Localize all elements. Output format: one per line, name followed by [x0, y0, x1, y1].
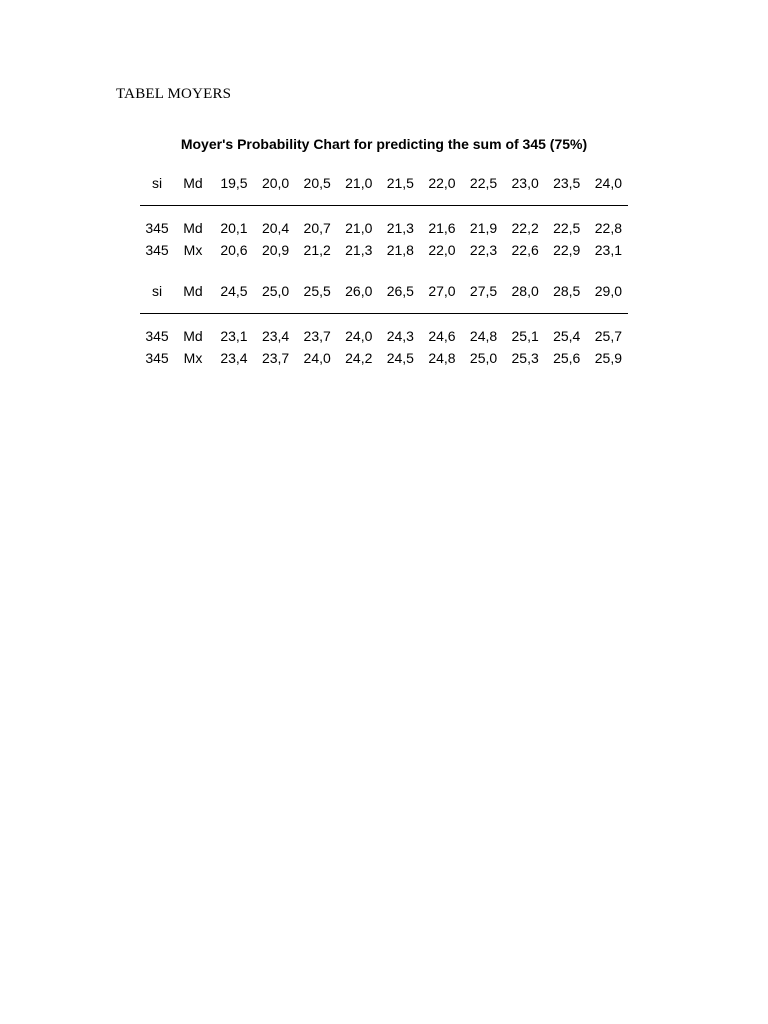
table-cell: 21,8 [386, 242, 414, 258]
table-cell: 24,2 [345, 350, 373, 366]
chart-title: Moyer's Probability Chart for predicting the sum of 345 (75%) [180, 136, 588, 152]
table-cell: 22,2 [511, 220, 539, 236]
table-row [140, 217, 628, 239]
header-row [140, 172, 628, 194]
table-cell: Md [183, 220, 203, 236]
table-cell: 345 [145, 220, 169, 236]
header-cell: Md [183, 283, 203, 299]
header-cell: 21,5 [386, 175, 414, 191]
table-cell: 345 [145, 242, 169, 258]
table-cell: 22,8 [594, 220, 622, 236]
table-cell: 345 [145, 350, 169, 366]
table-cell: 20,9 [261, 242, 290, 258]
table-cell: 25,7 [594, 328, 622, 344]
header-cell: 24,5 [220, 283, 248, 299]
table-cell: 24,0 [303, 350, 331, 366]
table-cell: 22,6 [511, 242, 539, 258]
table-cell: 20,4 [261, 220, 290, 236]
table-cell: 24,0 [345, 328, 373, 344]
table-cell: 21,3 [386, 220, 414, 236]
table-cell: 21,9 [469, 220, 498, 236]
header-cell: 20,0 [261, 175, 290, 191]
table-row [140, 325, 628, 347]
table-cell: Mx [183, 350, 203, 366]
table-cell: 24,6 [428, 328, 456, 344]
header-cell: 26,0 [345, 283, 373, 299]
table-cell: 23,7 [303, 328, 331, 344]
table-cell: 22,3 [469, 242, 498, 258]
header-cell: 22,0 [428, 175, 456, 191]
moyers-tables [140, 172, 628, 369]
table-cell: Mx [183, 242, 203, 258]
table-cell: 25,3 [511, 350, 539, 366]
table-cell: 21,3 [345, 242, 373, 258]
header-cell: 29,0 [594, 283, 622, 299]
page-heading: TABEL MOYERS [116, 86, 232, 102]
table-cell: 22,0 [428, 242, 456, 258]
header-cell: 21,0 [345, 175, 373, 191]
header-cell: 20,5 [303, 175, 331, 191]
header-cell: si [151, 175, 163, 191]
header-cell: 19,5 [220, 175, 248, 191]
table-cell: 25,6 [553, 350, 581, 366]
table-cell: 23,1 [220, 328, 248, 344]
table-cell: 23,4 [261, 328, 290, 344]
header-cell: 28,5 [553, 283, 581, 299]
table-cell: 24,8 [428, 350, 456, 366]
header-cell: si [151, 283, 163, 299]
table-cell: 25,1 [511, 328, 539, 344]
table-cell: 23,1 [594, 242, 622, 258]
table-cell: 20,7 [303, 220, 331, 236]
header-cell: 25,0 [261, 283, 290, 299]
rule-gap [140, 206, 628, 217]
header-cell: 24,0 [594, 175, 622, 191]
section-gap [140, 261, 628, 280]
header-row [140, 280, 628, 302]
header-cell: Md [183, 175, 203, 191]
table-cell: 22,5 [553, 220, 581, 236]
table-cell: Md [183, 328, 203, 344]
table-row [140, 347, 628, 369]
table-cell: 24,8 [469, 328, 498, 344]
table-cell: 24,3 [386, 328, 414, 344]
header-gap [140, 302, 628, 314]
table-body [140, 172, 628, 369]
table-cell: 24,5 [386, 350, 414, 366]
header-cell: 25,5 [303, 283, 331, 299]
header-cell: 27,0 [428, 283, 456, 299]
table-cell: 25,9 [594, 350, 622, 366]
rule-gap [140, 314, 628, 325]
header-cell: 23,5 [553, 175, 581, 191]
moyers-table [140, 172, 628, 369]
table-cell: 21,6 [428, 220, 456, 236]
header-gap [140, 194, 628, 206]
table-cell: 23,4 [220, 350, 248, 366]
table-cell: 21,0 [345, 220, 373, 236]
header-cell: 27,5 [469, 283, 498, 299]
header-cell: 22,5 [469, 175, 498, 191]
table-cell: 25,4 [553, 328, 581, 344]
table-cell: 20,6 [220, 242, 248, 258]
table-row [140, 239, 628, 261]
table-cell: 22,9 [553, 242, 581, 258]
table-cell: 23,7 [261, 350, 290, 366]
table-cell: 25,0 [469, 350, 498, 366]
table-cell: 345 [145, 328, 169, 344]
header-cell: 23,0 [511, 175, 539, 191]
header-cell: 28,0 [511, 283, 539, 299]
table-cell: 21,2 [303, 242, 331, 258]
table-cell: 20,1 [220, 220, 248, 236]
header-cell: 26,5 [386, 283, 414, 299]
